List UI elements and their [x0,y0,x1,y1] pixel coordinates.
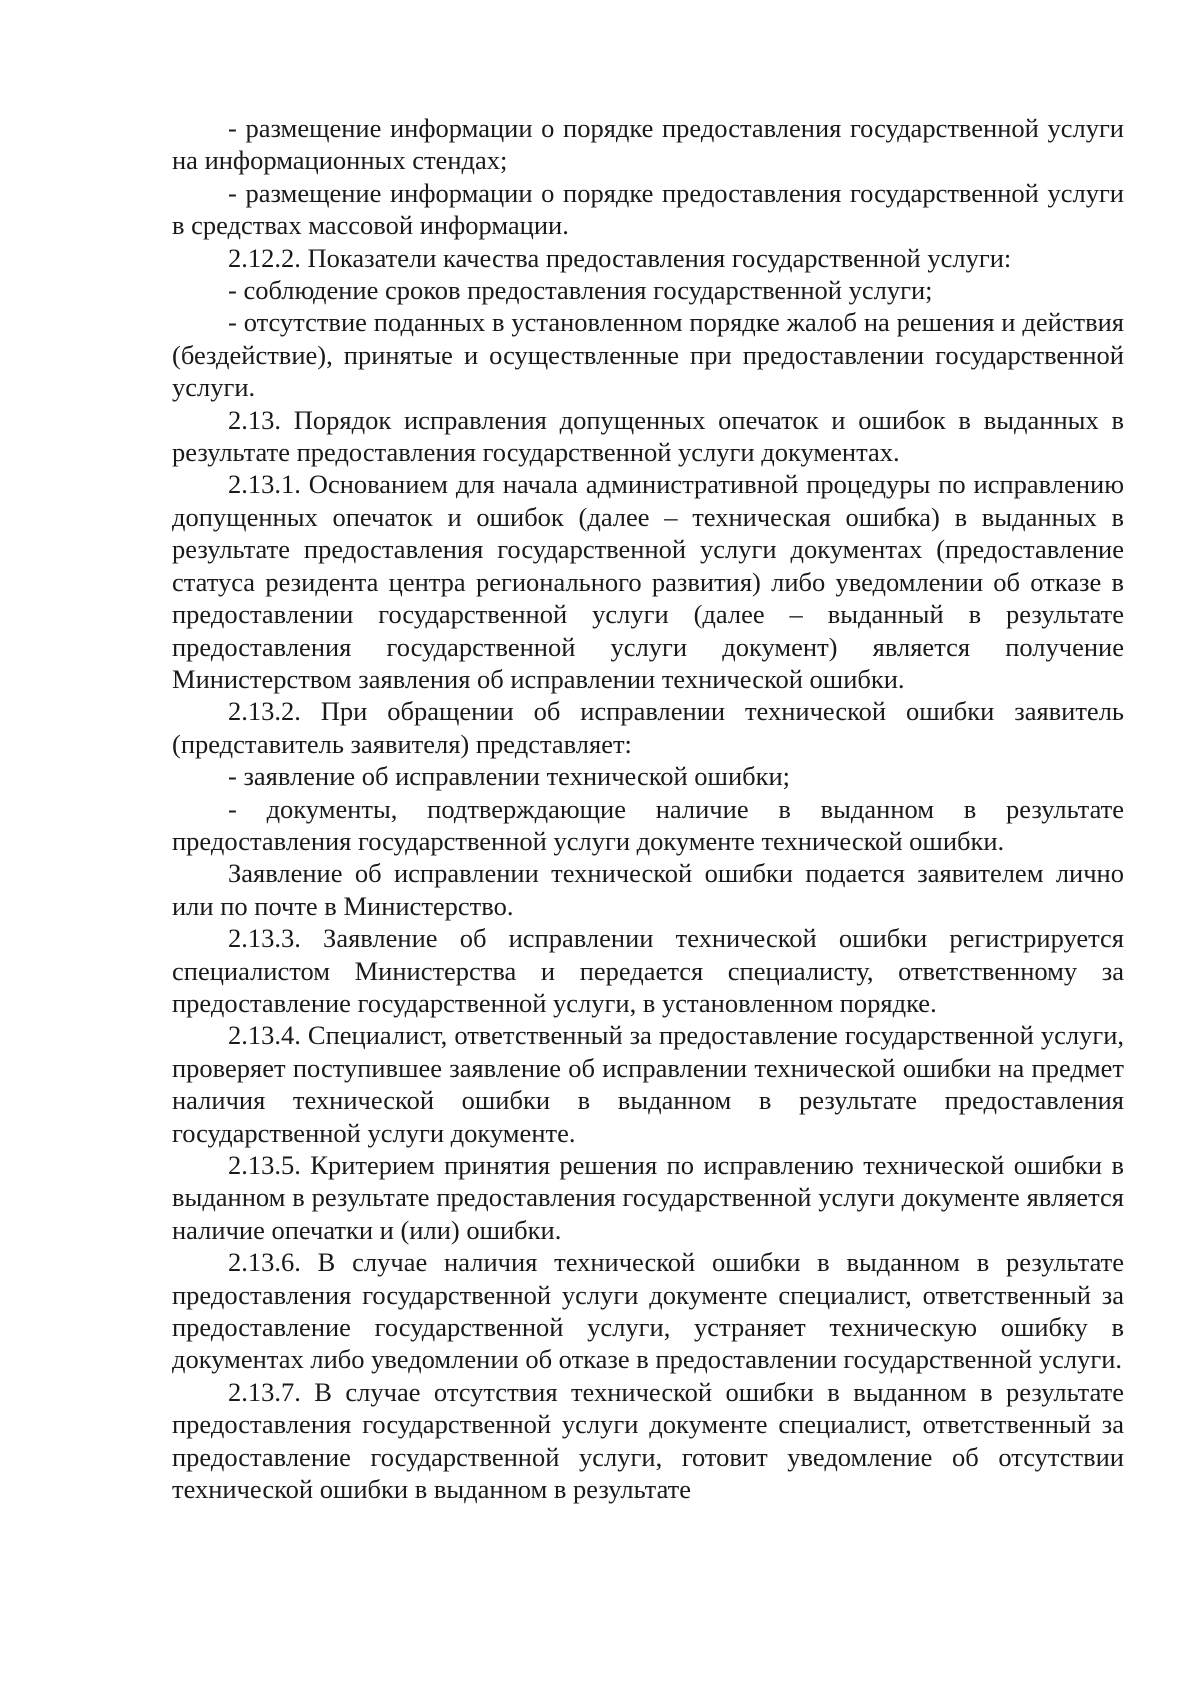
paragraph-no-complaints: - отсутствие поданных в установленном порядке жалоб на решения и действия (бездействие), принятые и осуществленные при предоставлении государственной услуги. [172,307,1124,403]
paragraph-documents: - документы, подтверждающие наличие в выданном в результате предоставления государственной услуги документе технической ошибки. [172,793,1124,856]
paragraph-2-13-3: 2.13.3. Заявление об исправлении технической ошибки регистрируется специалистом Министерства и передается специалисту, ответственному за предоставление государственной услуги, в установленном порядке. [172,923,1124,1018]
paragraph-2-13: 2.13. Порядок исправления допущенных опечаток и ошибок в выданных в результате предоставления государственной услуги документах. [172,404,1124,468]
paragraph-2-13-4: 2.13.4. Специалист, ответственный за предоставление государственной услуги, проверяет поступившее заявление об исправлении технической ошибки на предмет наличия технической ошибки в выданном в результате предоставления государственной услуги документе. [172,1020,1124,1148]
paragraph-2-13-5: 2.13.5. Критерием принятия решения по исправлению технической ошибки в выданном в результате предоставления государственной услуги документе является наличие опечатки и (или) ошибки. [172,1150,1124,1245]
paragraph-2-13-6: 2.13.6. В случае наличия технической ошибки в выданном в результате предоставления государственной услуги документе специалист, ответственный за предоставление государственной услуги, устраняет техническую ошибку в документах либо уведомлении об отказе в предоставлении государственной услуги. [172,1247,1124,1375]
paragraph-2-12-2: 2.12.2. Показатели качества предоставления государственной услуги: [228,242,1012,273]
paragraph-submission: Заявление об исправлении технической ошибки подается заявителем лично или по почте в Министерство. [172,858,1124,921]
paragraph-2-13-7: 2.13.7. В случае отсутствия технической ошибки в выданном в результате предоставления государственной услуги документе специалист, ответственный за предоставление государственной услуги, готовит уведомление об отсутствии технической ошибки в выданном в результате [172,1376,1124,1505]
paragraph-application: - заявление об исправлении технической ошибки; [228,761,791,792]
paragraph-2-13-2: 2.13.2. При обращении об исправлении технической ошибки заявитель (представитель заявителя) представляет: [172,696,1124,759]
document-page [172,112,1124,1505]
paragraph-2-13-1: 2.13.1. Основанием для начала административной процедуры по исправлению допущенных опечаток и ошибок (далее – техническая ошибка) в выданных в результате предоставления государственной услуги документах (предоставление статуса резидента центра регионального развития) либо уведомлении об отказе в предоставлении государственной услуги (далее – выданный в результате предоставления государственной услуги документ) является получение Министерством заявления об исправлении технической ошибки. [172,469,1124,694]
paragraph-info-stands: - размещение информации о порядке предоставления государственной услуги на информационных стендах; [172,113,1124,176]
paragraph-mass-media: - размещение информации о порядке предоставления государственной услуги в средствах массовой информации. [172,177,1124,241]
paragraph-deadlines: - соблюдение сроков предоставления государственной услуги; [228,275,933,306]
